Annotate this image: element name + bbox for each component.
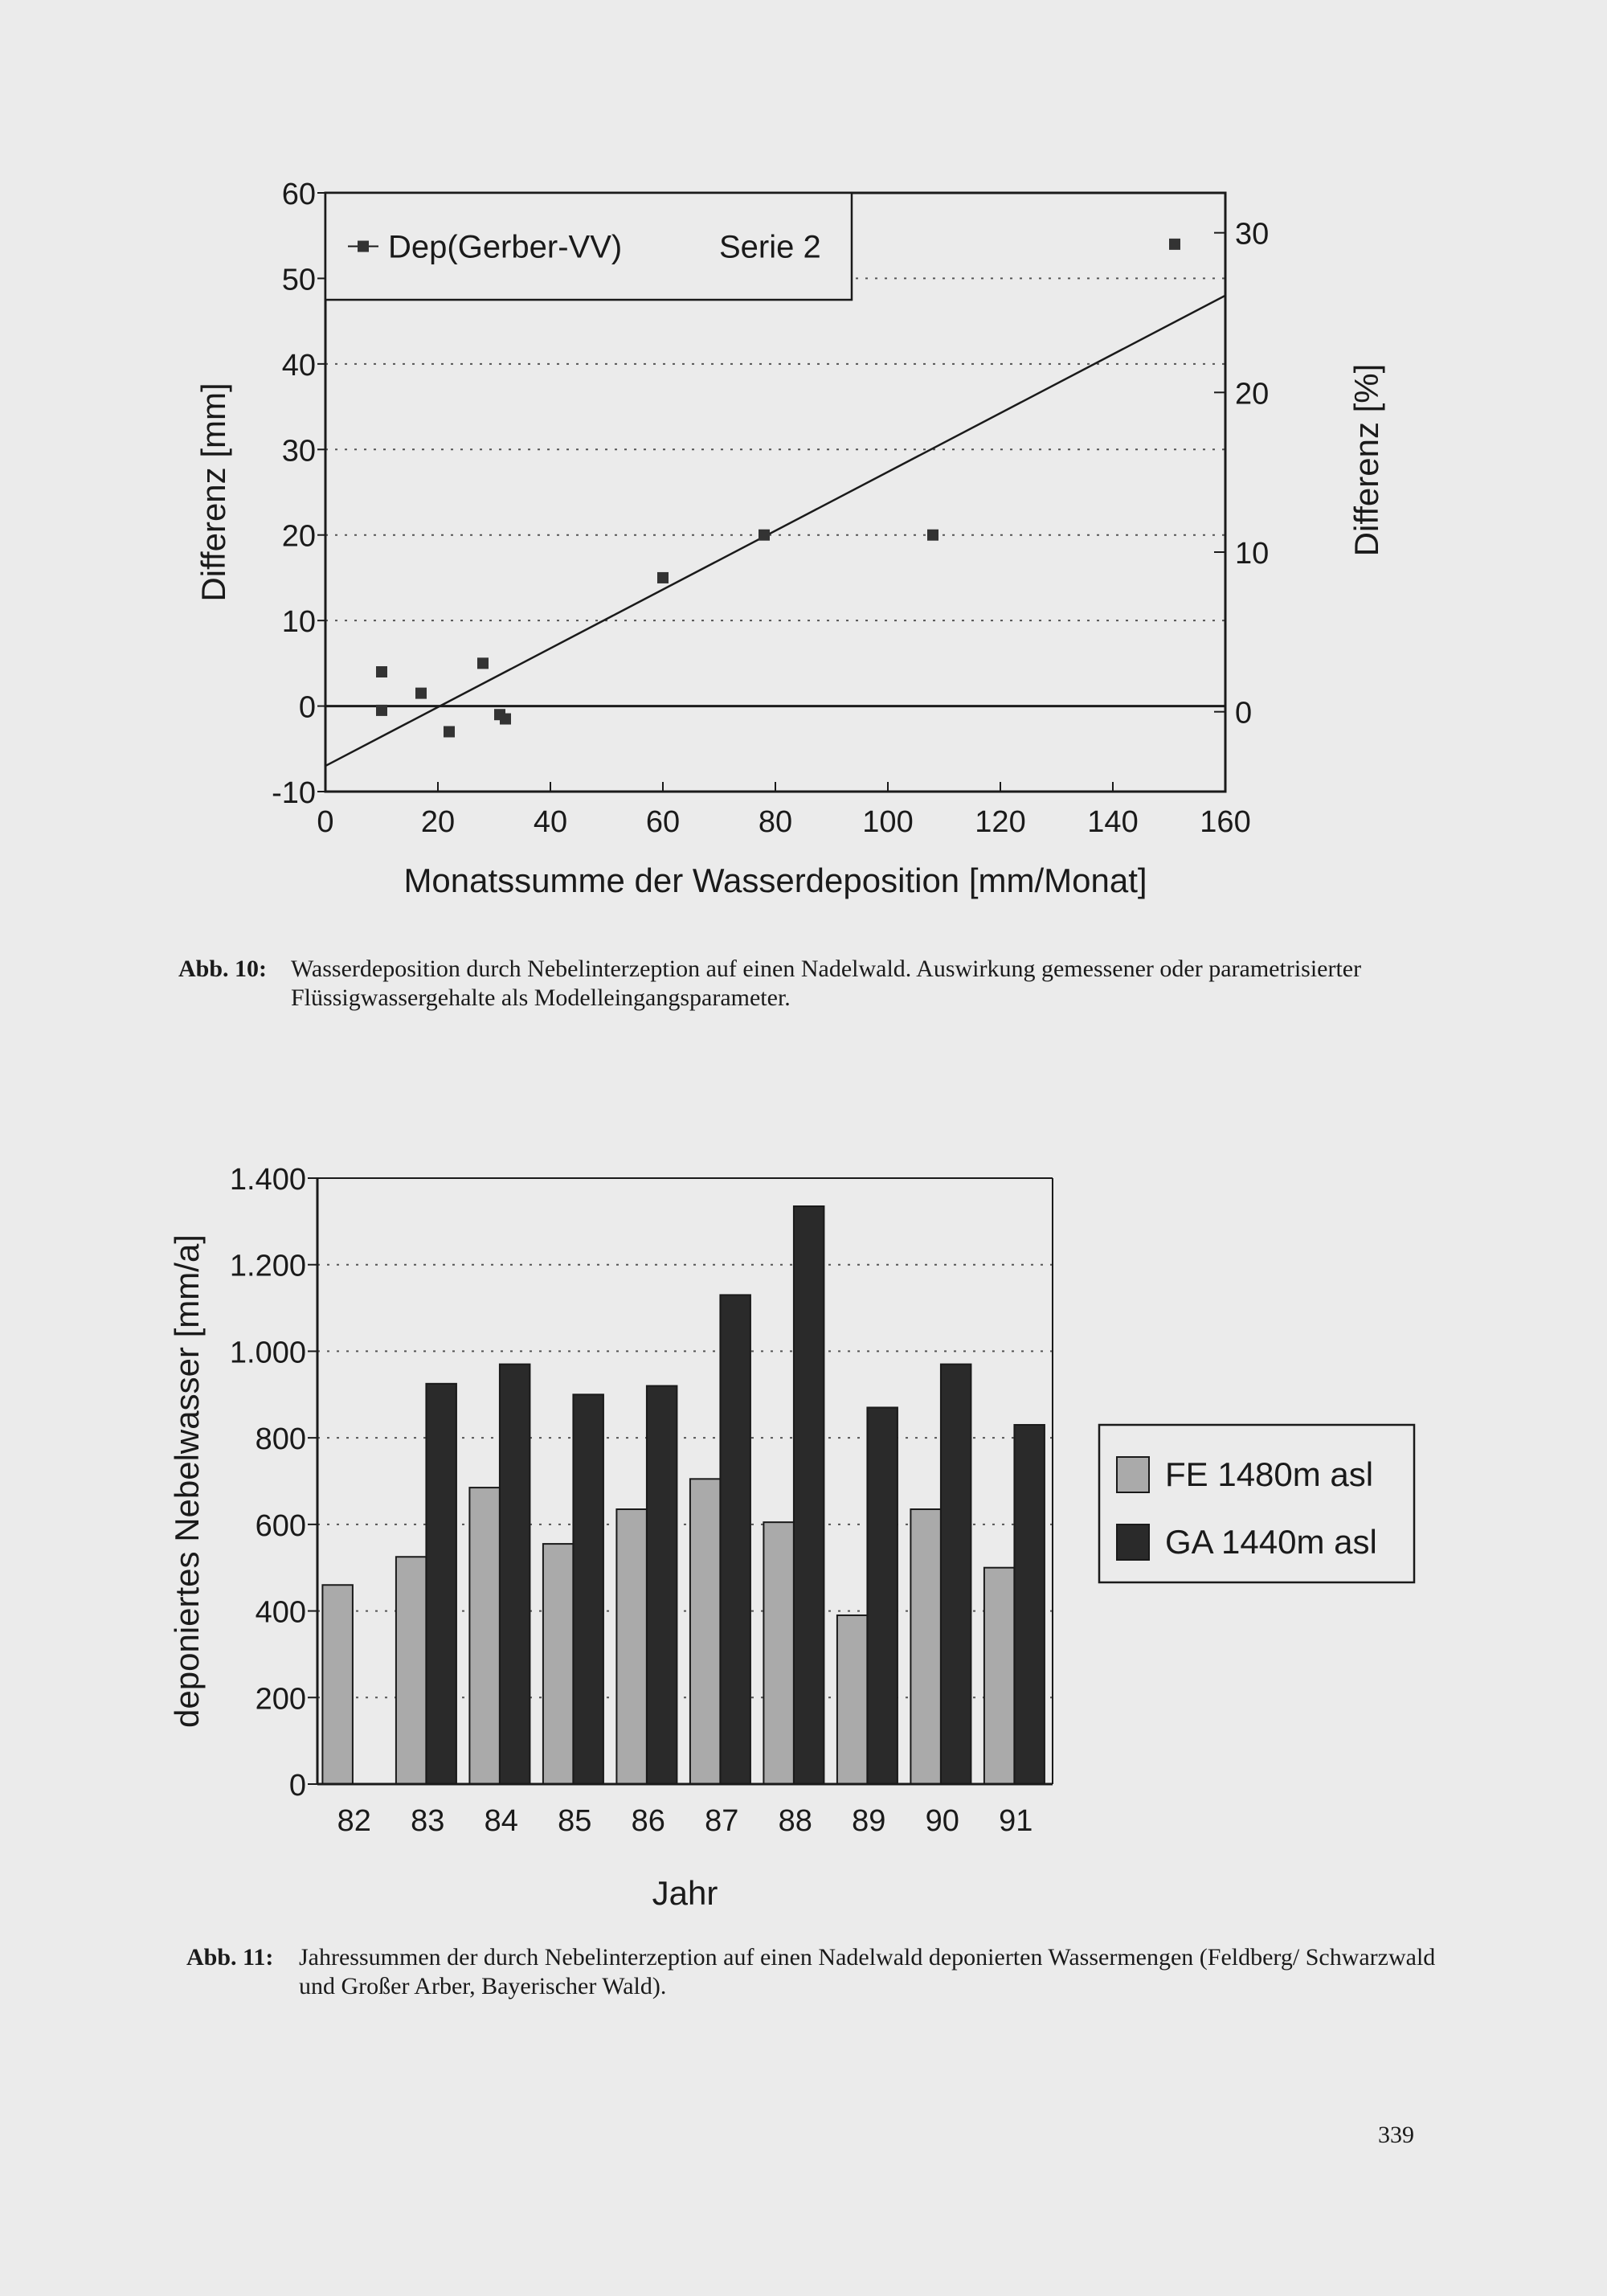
data-point <box>415 688 427 699</box>
chart-abb10 <box>0 0 1607 948</box>
x-tick-label: 83 <box>411 1804 445 1838</box>
x-tick-label: 100 <box>862 805 914 839</box>
y-tick-label: 0 <box>298 690 316 725</box>
legend-swatch <box>1117 1457 1149 1492</box>
bar-ga <box>573 1394 603 1784</box>
x-tick-label: 20 <box>420 805 456 839</box>
bar-ga <box>794 1206 824 1784</box>
y-tick-label: 1.000 <box>229 1336 306 1370</box>
legend-marker <box>358 241 369 252</box>
legend-label: FE 1480m asl <box>1165 1455 1374 1493</box>
bar-fe <box>396 1557 427 1784</box>
x-tick-label: 87 <box>705 1804 739 1838</box>
bar-fe <box>763 1522 794 1784</box>
x-tick-label: 140 <box>1087 805 1139 839</box>
data-point <box>500 714 511 725</box>
bar-fe <box>984 1568 1015 1784</box>
bar-fe <box>910 1509 941 1784</box>
x-tick-label: 90 <box>925 1804 959 1838</box>
x-tick-label: 88 <box>778 1804 812 1838</box>
data-point <box>657 572 669 583</box>
x-tick-label: 91 <box>999 1804 1033 1838</box>
data-point <box>927 530 938 541</box>
caption-text: Jahressummen der durch Nebelinterzeption auf einen Nadelwald deponierten Wassermengen (Feldberg/ Schwarzwald und Großer Arber, Bayerischer Wald). <box>299 1944 1436 1999</box>
x-tick-label: 86 <box>631 1804 665 1838</box>
bar-fe <box>837 1615 868 1784</box>
bar-fe <box>543 1544 574 1784</box>
chart-abb11 <box>0 1037 1607 1937</box>
x-axis-label: Jahr <box>652 1874 718 1912</box>
y-tick-label: 1.200 <box>229 1249 306 1283</box>
legend-label: GA 1440m asl <box>1165 1523 1377 1561</box>
data-point <box>477 657 489 669</box>
bar-ga <box>941 1365 971 1784</box>
x-tick-label: 80 <box>758 805 793 839</box>
y2-tick-label: 0 <box>1235 696 1253 731</box>
x-tick-label: 84 <box>484 1804 518 1838</box>
y-tick-label: 40 <box>281 348 316 383</box>
y-tick-label: 60 <box>281 178 316 211</box>
caption-label: Abb. 11: <box>186 1944 274 1971</box>
bar-fe <box>322 1585 353 1784</box>
y-tick-label: 50 <box>281 263 316 297</box>
x-tick-label: 0 <box>317 805 334 839</box>
y-tick-label: 400 <box>255 1595 306 1630</box>
legend-label: Serie 2 <box>719 229 821 265</box>
legend <box>325 193 852 300</box>
x-axis-label: Monatssumme der Wasserdeposition [mm/Monat] <box>403 862 1147 899</box>
y-tick-label: 1.400 <box>229 1163 306 1197</box>
y-tick-label: 600 <box>255 1508 306 1543</box>
y2-tick-label: 20 <box>1235 377 1270 411</box>
y-tick-label: 30 <box>281 434 316 469</box>
y-tick-label: -10 <box>272 776 316 810</box>
bar-ga <box>500 1365 530 1784</box>
bar-fe <box>469 1488 500 1784</box>
y2-tick-label: 30 <box>1235 217 1270 252</box>
legend-swatch <box>1117 1525 1149 1560</box>
legend-label: Dep(Gerber-VV) <box>388 229 623 265</box>
caption-label: Abb. 10: <box>178 956 268 982</box>
bar-fe <box>616 1509 647 1784</box>
x-tick-label: 120 <box>975 805 1026 839</box>
y-tick-label: 0 <box>288 1769 306 1803</box>
bar-ga <box>720 1295 750 1784</box>
legend <box>1099 1425 1414 1582</box>
x-tick-label: 60 <box>645 805 681 839</box>
y-tick-label: 10 <box>281 605 316 640</box>
y-tick-label: 200 <box>255 1682 306 1717</box>
caption-abb10 <box>178 955 1432 1016</box>
y-tick-label: 20 <box>281 519 316 554</box>
x-tick-label: 40 <box>533 805 568 839</box>
y-axis-label: deponiertes Nebelwasser [mm/a] <box>168 1234 206 1728</box>
x-tick-label: 85 <box>558 1804 592 1838</box>
y2-axis-label: Differenz [%] <box>1347 363 1385 557</box>
x-tick-label: 89 <box>852 1804 886 1838</box>
x-tick-label: 82 <box>337 1804 371 1838</box>
bar-ga <box>1014 1425 1045 1784</box>
y-axis-label: Differenz [mm] <box>194 383 232 602</box>
data-point <box>759 530 770 541</box>
series-line-serie-2 <box>325 296 1225 766</box>
bar-fe <box>690 1479 721 1784</box>
data-point <box>376 705 387 716</box>
x-tick-label: 160 <box>1200 805 1251 839</box>
caption-abb11 <box>186 1943 1440 2004</box>
bar-ga <box>647 1386 677 1784</box>
y-tick-label: 800 <box>255 1422 306 1457</box>
data-point <box>376 666 387 677</box>
bar-ga <box>426 1384 456 1784</box>
bar-ga <box>867 1407 898 1784</box>
y2-tick-label: 10 <box>1235 537 1270 571</box>
caption-text: Wasserdeposition durch Nebelinterzeption auf einen Nadelwald. Auswirkung gemessener oder parametrisierter Flüssigwassergehalte als Modelleingangsparameter. <box>291 956 1362 1011</box>
data-point <box>1169 239 1180 250</box>
page-number: 339 <box>1378 2122 1414 2148</box>
data-point <box>444 726 455 738</box>
